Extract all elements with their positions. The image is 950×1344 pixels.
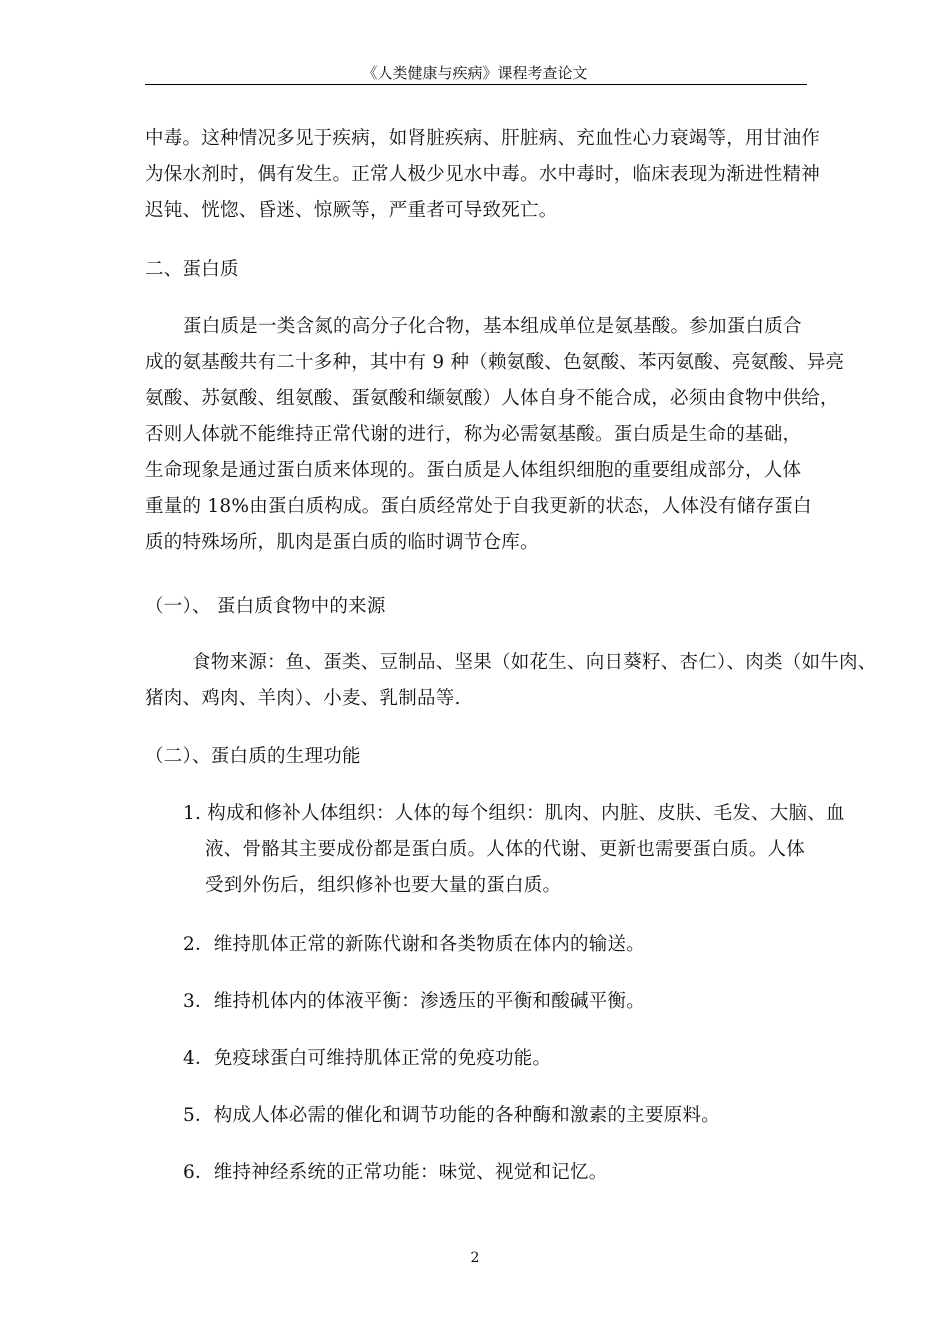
text-line: 生命现象是通过蛋白质来体现的。蛋白质是人体组织细胞的重要组成部分，人体 <box>145 460 802 481</box>
paragraph-protein-intro <box>145 309 844 561</box>
text-line: 为保水剂时，偶有发生。正常人极少见水中毒。水中毒时，临床表现为渐进性精神 <box>145 164 821 185</box>
text-line: 质的特殊场所，肌肉是蛋白质的临时调节仓库。 <box>145 532 539 553</box>
subsection-heading-functions: （二）、蛋白质的生理功能 <box>145 746 361 767</box>
text-line: 液、骨骼其主要成份都是蛋白质。人体的代谢、更新也需要蛋白质。人体 <box>205 839 806 860</box>
text-line: 食物来源：鱼、蛋类、豆制品、坚果（如花生、向日葵籽、杏仁）、肉类（如牛肉、 <box>192 652 877 673</box>
text-line: 中毒。这种情况多见于疾病，如肾脏疾病、肝脏病、充血性心力衰竭等，用甘油作 <box>145 128 821 149</box>
text-line: 受到外伤后，组织修补也要大量的蛋白质。 <box>205 875 562 896</box>
text-line: 猪肉、鸡肉、羊肉）、小麦、乳制品等. <box>145 688 461 709</box>
function-item-4: 4．免疫球蛋白可维持肌体正常的免疫功能。 <box>183 1048 552 1069</box>
section-heading-protein: 二、蛋白质 <box>145 259 239 280</box>
text-line: 成的氨基酸共有二十多种，其中有 9 种（赖氨酸、色氨酸、苯丙氨酸、亮氨酸、异亮 <box>145 352 845 373</box>
text-line: 否则人体就不能维持正常代谢的进行，称为必需氨基酸。蛋白质是生命的基础， <box>145 424 802 445</box>
text-line: 迟钝、恍惚、昏迷、惊厥等，严重者可导致死亡。 <box>145 200 558 221</box>
page-header-title: 《人类健康与疾病》课程考查论文 <box>362 64 588 82</box>
paragraph-water-intoxication <box>145 121 820 229</box>
function-item-1 <box>183 796 845 904</box>
function-item-2: 2．维持肌体正常的新陈代谢和各类物质在体内的输送。 <box>183 934 646 955</box>
text-line: 蛋白质是一类含氮的高分子化合物，基本组成单位是氨基酸。参加蛋白质合 <box>183 316 802 337</box>
subsection-heading-food-sources: （一）、 蛋白质食物中的来源 <box>145 596 386 617</box>
page-number: 2 <box>470 1250 480 1266</box>
header-divider <box>145 84 807 85</box>
paragraph-food-sources <box>145 645 877 717</box>
function-item-5: 5．构成人体必需的催化和调节功能的各种酶和激素的主要原料。 <box>183 1105 721 1126</box>
text-line: 重量的 18%由蛋白质构成。蛋白质经常处于自我更新的状态，人体没有储存蛋白 <box>145 496 812 517</box>
text-line: 氨酸、苏氨酸、组氨酸、蛋氨酸和缬氨酸）人体自身不能合成，必须由食物中供给， <box>145 388 839 409</box>
function-item-3: 3．维持机体内的体液平衡：渗透压的平衡和酸碱平衡。 <box>183 991 646 1012</box>
text-line: 1. 构成和修补人体组织：人体的每个组织：肌肉、内脏、皮肤、毛发、大脑、血 <box>183 803 845 824</box>
function-item-6: 6．维持神经系统的正常功能：味觉、视觉和记忆。 <box>183 1162 608 1183</box>
